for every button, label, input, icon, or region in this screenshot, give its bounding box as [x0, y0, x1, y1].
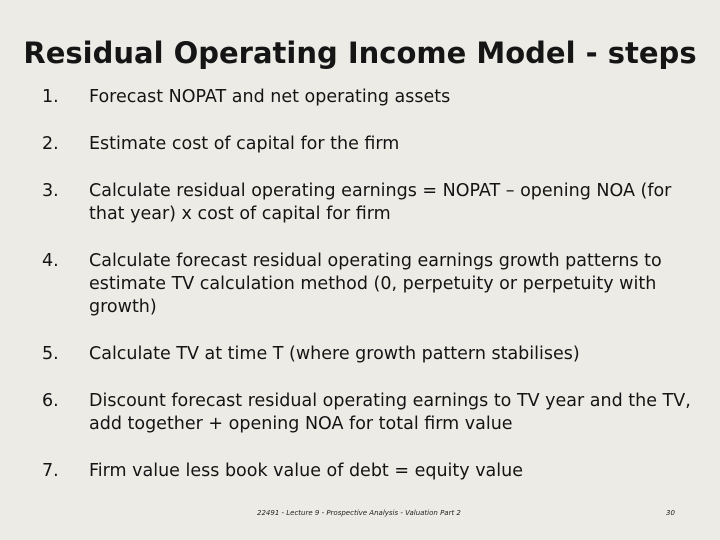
step-number: 5.	[42, 344, 59, 364]
step-text: Forecast NOPAT and net operating assets	[89, 87, 451, 107]
step-text: Discount forecast residual operating earnings to TV year and the TV, add together + opening NOA for total firm value	[89, 391, 691, 434]
step-number: 4.	[42, 251, 59, 271]
step-number: 6.	[42, 391, 59, 411]
step-item-4	[42, 250, 692, 319]
step-item-3	[42, 180, 692, 226]
step-text: Calculate residual operating earnings = NOPAT – opening NOA (for that year) x cost of capital for firm	[89, 181, 672, 224]
step-item-6	[42, 390, 692, 436]
step-item-1	[42, 86, 692, 109]
step-number: 2.	[42, 134, 59, 154]
steps-list	[42, 86, 692, 507]
step-text: Calculate TV at time T (where growth pattern stabilises)	[89, 344, 580, 364]
step-text: Calculate forecast residual operating earnings growth patterns to estimate TV calculation method (0, perpetuity or perpetuity with growth)	[89, 251, 662, 317]
step-text: Estimate cost of capital for the firm	[89, 134, 400, 154]
footer-text: 22491 - Lecture 9 - Prospective Analysis - Valuation Part 2	[257, 509, 461, 517]
step-item-7	[42, 460, 692, 483]
step-text: Firm value less book value of debt = equity value	[89, 461, 523, 481]
step-number: 7.	[42, 461, 59, 481]
step-item-5	[42, 343, 692, 366]
page-number: 30	[666, 509, 675, 517]
step-item-2	[42, 133, 692, 156]
step-number: 3.	[42, 181, 59, 201]
step-number: 1.	[42, 87, 59, 107]
slide-title: Residual Operating Income Model - steps	[23, 36, 697, 70]
